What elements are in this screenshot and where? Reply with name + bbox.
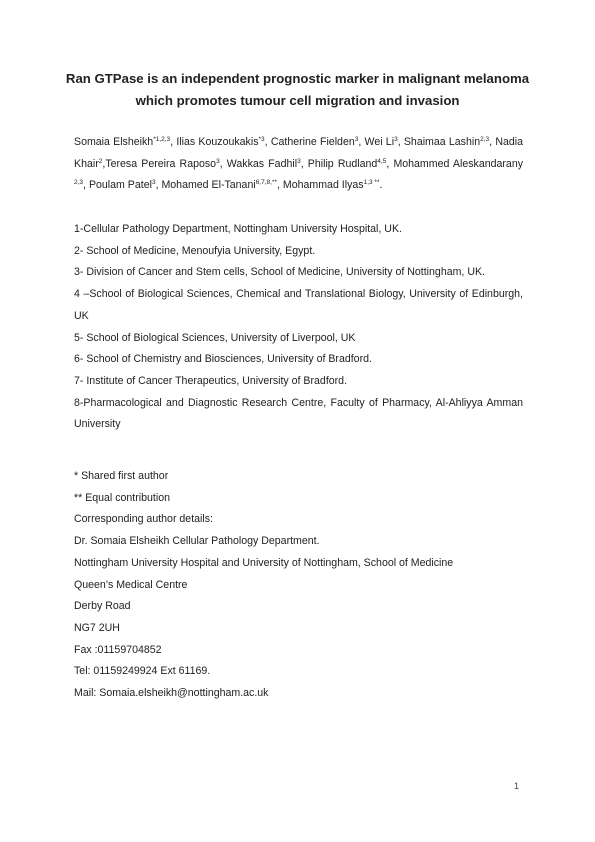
paper-title: Ran GTPase is an independent prognostic marker in malignant melanoma which promotes tumour cell migration and invasion xyxy=(65,71,530,108)
affiliation-item: 4 –School of Biological Sciences, Chemical and Translational Biology, University of Edinburgh, UK xyxy=(74,288,523,322)
author-name: Wei Li xyxy=(364,136,395,148)
author-name: Mohamed El-Tanani xyxy=(161,179,256,192)
fax-number: Fax :01159704852 xyxy=(74,643,162,656)
corresponding-author-name: Dr. Somaia Elsheikh Cellular Pathology Department. xyxy=(74,535,320,548)
author xyxy=(365,136,404,148)
author-affiliation-marks: *1,2,3 xyxy=(153,136,171,143)
author-name: Wakkas Fadhil xyxy=(226,157,298,170)
author-list xyxy=(74,132,523,197)
affiliation-item: 8-Pharmacological and Diagnostic Research Centre, Faculty of Pharmacy, Al-Ahliyya Amman University xyxy=(74,396,523,431)
author-affiliation-marks: 3 xyxy=(354,136,359,143)
affiliation-item: 2- School of Medicine, Menoufyia University, Egypt. xyxy=(74,244,316,257)
author-name: Ilias Kouzoukakis xyxy=(176,136,259,148)
author-separator: , xyxy=(489,136,496,148)
author xyxy=(74,136,176,148)
affiliation-item: 5- School of Biological Sciences, University of Liverpool, UK xyxy=(74,331,356,344)
author xyxy=(404,136,495,148)
author-affiliation-marks: 3 xyxy=(216,157,220,165)
corresponding-address-line: Queen’s Medical Centre xyxy=(74,578,188,591)
author-affiliation-marks: 4,5 xyxy=(377,157,387,165)
author xyxy=(105,158,226,170)
author-separator: , xyxy=(102,157,106,170)
affiliation-item: 1-Cellular Pathology Department, Nottingham University Hospital, UK. xyxy=(74,223,402,235)
author-affiliation-marks: 6,7,8,** xyxy=(255,179,278,187)
correspondence-block xyxy=(74,466,523,705)
page-number: 1 xyxy=(514,781,520,791)
affiliation-item: 3- Division of Cancer and Stem cells, School of Medicine, University of Nottingham, UK. xyxy=(74,266,485,279)
affiliation-item: 7- Institute of Cancer Therapeutics, University of Bradford. xyxy=(74,374,348,387)
author xyxy=(283,179,383,191)
telephone-number: Tel: 01159249924 Ext 61169. xyxy=(74,665,211,678)
author-name: Mohammad Ilyas xyxy=(282,179,364,192)
author-name: Somaia Elsheikh xyxy=(74,136,154,148)
author-name: Teresa Pereira Raposo xyxy=(105,157,217,170)
author xyxy=(89,179,162,191)
author-name: Catherine Fielden xyxy=(270,136,355,148)
author-separator: , xyxy=(264,136,271,148)
author-separator: , xyxy=(170,136,177,148)
author-separator: , xyxy=(386,157,394,170)
email-address: Mail: Somaia.elsheikh@nottingham.ac.uk xyxy=(74,687,269,700)
author-affiliation-marks: 2,3 xyxy=(480,136,490,143)
author-separator: , xyxy=(219,157,227,170)
affiliation-list xyxy=(74,219,523,436)
author-separator: , xyxy=(277,179,283,192)
corresponding-address-line: Nottingham University Hospital and University of Nottingham, School of Medicine xyxy=(74,556,454,569)
author-name: Mohammed Aleskandarany xyxy=(393,157,524,170)
author-affiliation-marks: 1,3 ** xyxy=(363,179,380,187)
author-name: Nadia Khair xyxy=(74,136,524,170)
author-separator: , xyxy=(397,136,404,148)
affiliation-item: 6- School of Chemistry and Biosciences, University of Bradford. xyxy=(74,353,372,366)
corresponding-address-line: Derby Road xyxy=(74,600,131,613)
author-separator: . xyxy=(379,179,383,192)
shared-first-author-note: * Shared first author xyxy=(74,470,169,482)
corresponding-postcode: NG7 2UH xyxy=(74,621,120,634)
author-separator: , xyxy=(358,136,365,148)
author-name: Shaimaa Lashin xyxy=(403,136,481,148)
author xyxy=(227,158,308,170)
author-affiliation-marks: 3 xyxy=(297,157,301,165)
equal-contribution-note: ** Equal contribution xyxy=(74,491,170,504)
author xyxy=(176,136,270,148)
corresponding-author-heading: Corresponding author details: xyxy=(74,513,213,526)
author-affiliation-marks: 3 xyxy=(151,179,156,187)
author-separator: , xyxy=(300,157,308,170)
author-affiliation-marks: 2,3 xyxy=(74,179,84,187)
author-name: Philip Rudland xyxy=(307,157,378,170)
author-affiliation-marks: 3 xyxy=(394,136,398,143)
author-separator: , xyxy=(83,179,89,192)
author-affiliation-marks: 2 xyxy=(98,157,103,165)
author xyxy=(308,158,394,170)
author-separator: , xyxy=(155,179,162,192)
author xyxy=(161,179,282,191)
author-name: Poulam Patel xyxy=(88,179,152,192)
author-affiliation-marks: *3 xyxy=(258,136,265,143)
author xyxy=(271,136,365,148)
